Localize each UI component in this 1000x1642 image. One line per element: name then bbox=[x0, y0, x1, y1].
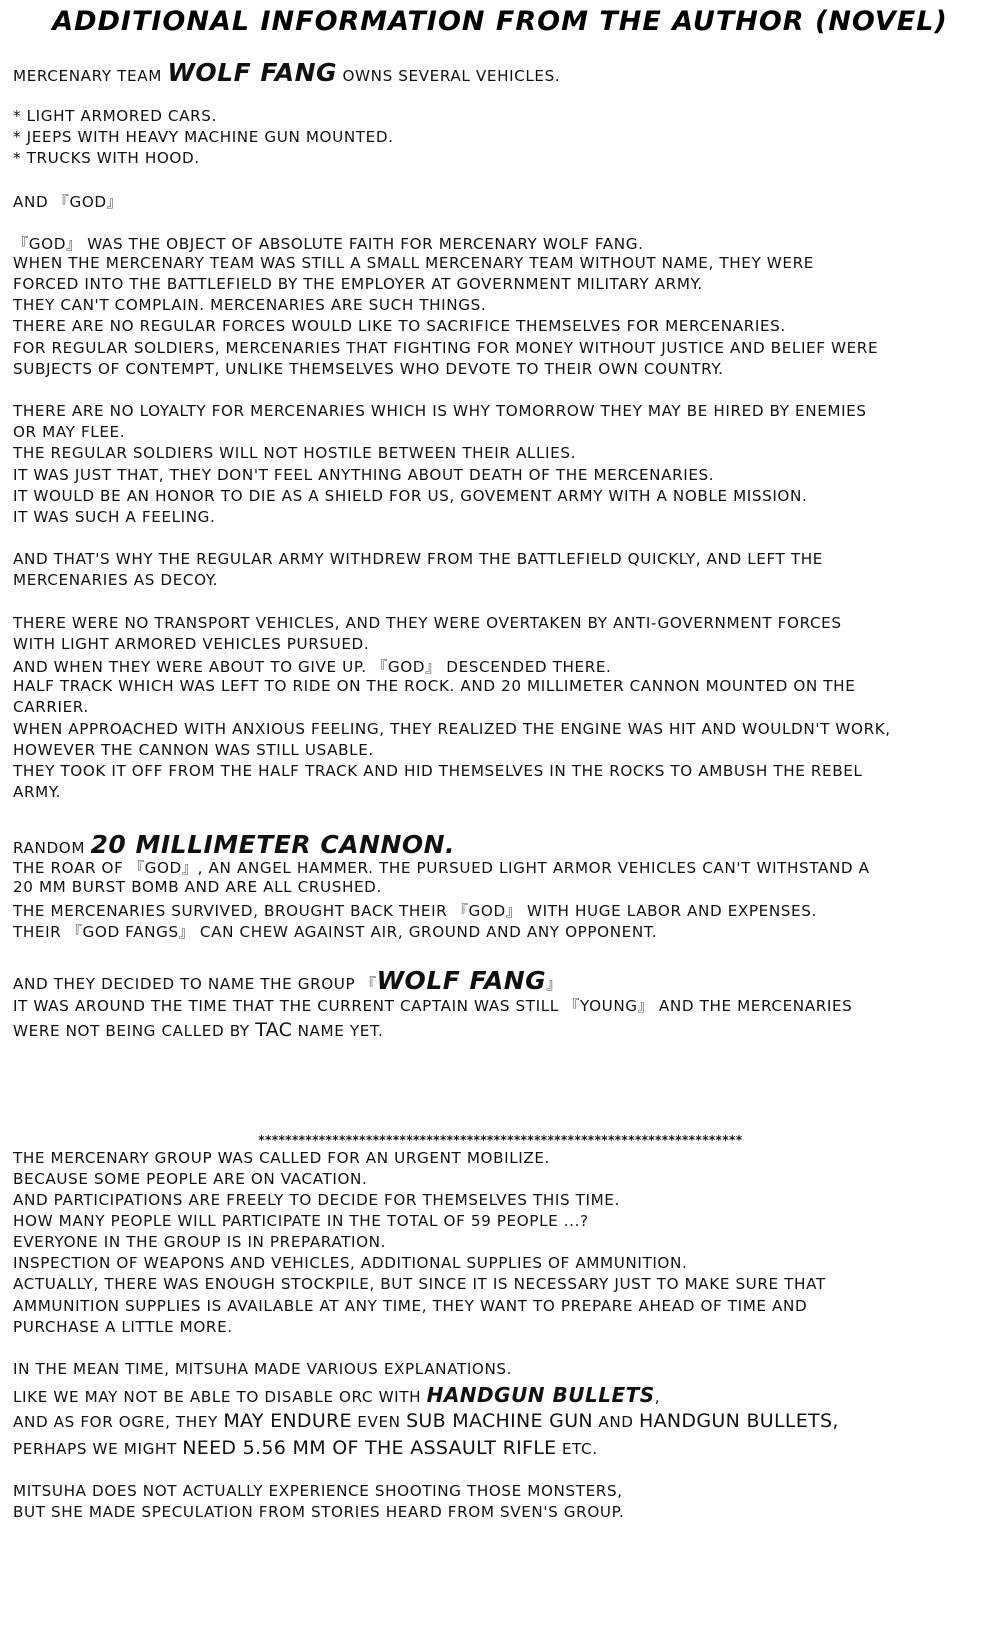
need-emphasis: NEED 5.56 MM OF THE ASSAULT RIFLE bbox=[182, 1437, 557, 1459]
need-text: PERHAPS WE MIGHT bbox=[13, 1440, 183, 1458]
text-line: THERE ARE NO LOYALTY FOR MERCENARIES WHICH IS WHY TOMORROW THEY MAY BE HIRED BY ENEMIES bbox=[13, 402, 867, 420]
orc-line bbox=[13, 1383, 660, 1407]
named-line bbox=[13, 966, 562, 995]
ogre-text: EVEN bbox=[351, 1413, 407, 1431]
text-line: MERCENARIES AS DECOY. bbox=[13, 571, 219, 589]
orc-suffix: , bbox=[654, 1388, 661, 1406]
text-line: FORCED INTO THE BATTLEFIELD BY THE EMPLOYER AT GOVERNMENT MILITARY ARMY. bbox=[13, 275, 703, 293]
text-line: OR MAY FLEE. bbox=[13, 423, 126, 441]
text-line: MITSUHA DOES NOT ACTUALLY EXPERIENCE SHOOTING THOSE MONSTERS, bbox=[13, 1482, 623, 1500]
text-line: EVERYONE IN THE GROUP IS IN PREPARATION. bbox=[13, 1233, 387, 1251]
intro-prefix: MERCENARY TEAM bbox=[13, 67, 168, 85]
text-line: WITH LIGHT ARMORED VEHICLES PURSUED. bbox=[13, 635, 370, 653]
text-line: THE MERCENARY GROUP WAS CALLED FOR AN URGENT MOBILIZE. bbox=[13, 1149, 550, 1167]
separator: ************************************************************************ bbox=[257, 1133, 743, 1147]
text-line: 『GOD』 WAS THE OBJECT OF ABSOLUTE FAITH FOR MERCENARY WOLF FANG. bbox=[13, 235, 644, 253]
text-line: ARMY. bbox=[13, 783, 62, 801]
text-line: THERE WERE NO TRANSPORT VEHICLES, AND THEY WERE OVERTAKEN BY ANTI-GOVERNMENT FORCES bbox=[13, 614, 842, 632]
bullet-item: * LIGHT ARMORED CARS. bbox=[13, 107, 217, 125]
tac-suffix: NAME YET. bbox=[292, 1022, 384, 1040]
random-prefix: RANDOM bbox=[13, 839, 91, 857]
ogre-text: AND bbox=[592, 1413, 640, 1431]
text-line: WHEN THE MERCENARY TEAM WAS STILL A SMALL MERCENARY TEAM WITHOUT NAME, THEY WERE bbox=[13, 254, 814, 272]
text-line: HOWEVER THE CANNON WAS STILL USABLE. bbox=[13, 741, 374, 759]
random-emphasis: 20 MILLIMETER CANNON. bbox=[90, 830, 456, 859]
tac-line bbox=[13, 1019, 383, 1041]
text-line: SUBJECTS OF CONTEMPT, UNLIKE THEMSELVES WHO DEVOTE TO THEIR OWN COUNTRY. bbox=[13, 360, 724, 378]
intro-line bbox=[13, 58, 560, 87]
text-line: HALF TRACK WHICH WAS LEFT TO RIDE ON THE ROCK. AND 20 MILLIMETER CANNON MOUNTED ON THE bbox=[13, 677, 856, 695]
ogre-line bbox=[13, 1410, 839, 1432]
text-line: PURCHASE A LITTLE MORE. bbox=[13, 1318, 233, 1336]
text-line: FOR REGULAR SOLDIERS, MERCENARIES THAT FIGHTING FOR MONEY WITHOUT JUSTICE AND BELIEF WERE bbox=[13, 339, 879, 357]
text-line: THERE ARE NO REGULAR FORCES WOULD LIKE TO SACRIFICE THEMSELVES FOR MERCENARIES. bbox=[13, 317, 786, 335]
ogre-emphasis: SUB MACHINE GUN bbox=[406, 1410, 593, 1432]
text-line: THE REGULAR SOLDIERS WILL NOT HOSTILE BETWEEN THEIR ALLIES. bbox=[13, 444, 577, 462]
ogre-emphasis: HANDGUN BULLETS, bbox=[639, 1410, 839, 1432]
page-title: ADDITIONAL INFORMATION FROM THE AUTHOR (NOVEL) bbox=[52, 6, 948, 37]
text-line: AND WHEN THEY WERE ABOUT TO GIVE UP. 『GOD』 DESCENDED THERE. bbox=[13, 658, 612, 676]
text-line: IT WAS JUST THAT, THEY DON'T FEEL ANYTHING ABOUT DEATH OF THE MERCENARIES. bbox=[13, 466, 715, 484]
text-line: AMMUNITION SUPPLIES IS AVAILABLE AT ANY TIME, THEY WANT TO PREPARE AHEAD OF TIME AND bbox=[13, 1297, 808, 1315]
tac-prefix: WERE NOT BEING CALLED BY bbox=[13, 1022, 256, 1040]
text-line: HOW MANY PEOPLE WILL PARTICIPATE IN THE TOTAL OF 59 PEOPLE ...? bbox=[13, 1212, 589, 1230]
bullet-item: * JEEPS WITH HEAVY MACHINE GUN MOUNTED. bbox=[13, 128, 394, 146]
text-line: ACTUALLY, THERE WAS ENOUGH STOCKPILE, BUT SINCE IT IS NECESSARY JUST TO MAKE SURE THAT bbox=[13, 1275, 826, 1293]
text-line: BECAUSE SOME PEOPLE ARE ON VACATION. bbox=[13, 1170, 368, 1188]
ogre-text: AND AS FOR OGRE, THEY bbox=[13, 1413, 224, 1431]
orc-prefix: LIKE WE MAY NOT BE ABLE TO DISABLE ORC WITH bbox=[13, 1388, 427, 1406]
text-line: IT WAS SUCH A FEELING. bbox=[13, 508, 216, 526]
text-line: THEIR 『GOD FANGS』 CAN CHEW AGAINST AIR, GROUND AND ANY OPPONENT. bbox=[13, 923, 658, 941]
text-line: IT WAS AROUND THE TIME THAT THE CURRENT CAPTAIN WAS STILL 『YOUNG』 AND THE MERCENARIES bbox=[13, 997, 853, 1015]
text-line: IN THE MEAN TIME, MITSUHA MADE VARIOUS EXPLANATIONS. bbox=[13, 1360, 513, 1378]
text-line: THE ROAR OF 『GOD』, AN ANGEL HAMMER. THE PURSUED LIGHT ARMOR VEHICLES CAN'T WITHSTAND A bbox=[13, 859, 870, 877]
intro-emphasis: WOLF FANG bbox=[167, 58, 338, 87]
tac-emphasis: TAC bbox=[255, 1019, 293, 1041]
random-line bbox=[13, 830, 455, 859]
need-text: ETC. bbox=[556, 1440, 598, 1458]
text-line: BUT SHE MADE SPECULATION FROM STORIES HEARD FROM SVEN'S GROUP. bbox=[13, 1503, 625, 1521]
text-line: IT WOULD BE AN HONOR TO DIE AS A SHIELD FOR US, GOVEMENT ARMY WITH A NOBLE MISSION. bbox=[13, 487, 808, 505]
named-prefix: AND THEY DECIDED TO NAME THE GROUP 『 bbox=[13, 975, 377, 993]
text-line: THE MERCENARIES SURVIVED, BROUGHT BACK THEIR 『GOD』 WITH HUGE LABOR AND EXPENSES. bbox=[13, 902, 817, 920]
text-line: INSPECTION OF WEAPONS AND VEHICLES, ADDITIONAL SUPPLIES OF AMMUNITION. bbox=[13, 1254, 688, 1272]
named-emphasis: WOLF FANG bbox=[376, 966, 547, 995]
text-line: THEY CAN'T COMPLAIN. MERCENARIES ARE SUCH THINGS. bbox=[13, 296, 487, 314]
text-line: 20 MM BURST BOMB AND ARE ALL CRUSHED. bbox=[13, 878, 382, 896]
text-line: AND PARTICIPATIONS ARE FREELY TO DECIDE FOR THEMSELVES THIS TIME. bbox=[13, 1191, 620, 1209]
and-god-line: AND 『GOD』 bbox=[13, 193, 123, 211]
text-line: THEY TOOK IT OFF FROM THE HALF TRACK AND HID THEMSELVES IN THE ROCKS TO AMBUSH THE REBEL bbox=[13, 762, 863, 780]
orc-emphasis: HANDGUN BULLETS bbox=[426, 1383, 655, 1407]
text-line: AND THAT'S WHY THE REGULAR ARMY WITHDREW FROM THE BATTLEFIELD QUICKLY, AND LEFT THE bbox=[13, 550, 823, 568]
bullet-item: * TRUCKS WITH HOOD. bbox=[13, 149, 200, 167]
ogre-emphasis: MAY ENDURE bbox=[223, 1410, 352, 1432]
text-line: WHEN APPROACHED WITH ANXIOUS FEELING, THEY REALIZED THE ENGINE WAS HIT AND WOULDN'T WORK, bbox=[13, 720, 891, 738]
intro-suffix: OWNS SEVERAL VEHICLES. bbox=[337, 67, 561, 85]
text-line: CARRIER. bbox=[13, 698, 89, 716]
named-suffix: 』 bbox=[546, 975, 562, 993]
need-line bbox=[13, 1437, 598, 1459]
